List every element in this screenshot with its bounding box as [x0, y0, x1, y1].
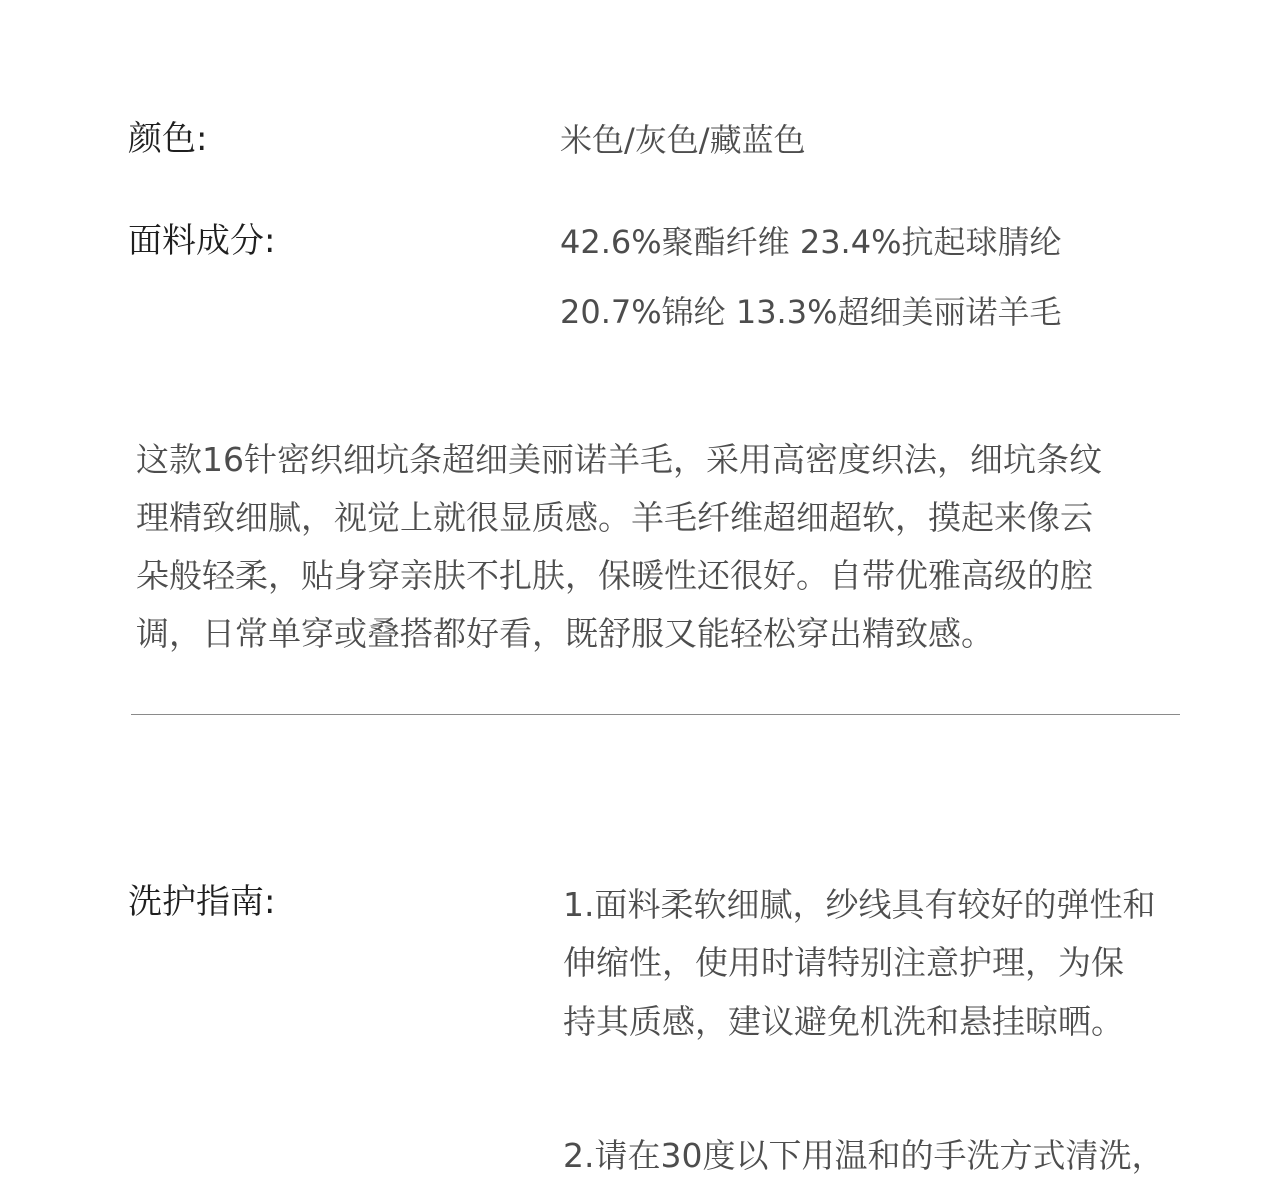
description-line-3: 朵般轻柔，贴身穿亲肤不扎肤，保暖性还很好。自带优雅高级的腔	[136, 556, 1093, 595]
fabric-value-line-1: 42.6%聚酯纤维 23.4%抗起球腈纶	[560, 223, 1062, 261]
color-value: 米色/灰色/藏蓝色	[560, 121, 806, 159]
description-line-2: 理精致细腻，视觉上就很显质感。羊毛纤维超细超软，摸起来像云	[136, 498, 1093, 537]
care-line-2: 伸缩性，使用时请特别注意护理，为保	[563, 943, 1124, 982]
fabric-label: 面料成分:	[128, 221, 276, 261]
description-line-4: 调，日常单穿或叠搭都好看，既舒服又能轻松穿出精致感。	[136, 614, 994, 653]
care-line-3: 持其质感，建议避免机洗和悬挂晾晒。	[563, 1002, 1124, 1041]
care-line-1: 1.面料柔软细腻，纱线具有较好的弹性和	[563, 885, 1156, 924]
color-label: 颜色:	[128, 119, 208, 159]
fabric-value-line-2: 20.7%锦纶 13.3%超细美丽诺羊毛	[560, 293, 1062, 331]
section-divider	[131, 714, 1180, 715]
care-line-4: 2.请在30度以下用温和的手洗方式清洗，	[563, 1136, 1165, 1175]
description-line-1: 这款16针密织细坑条超细美丽诺羊毛，采用高密度织法，细坑条纹	[136, 440, 1102, 479]
care-label: 洗护指南:	[128, 882, 276, 922]
